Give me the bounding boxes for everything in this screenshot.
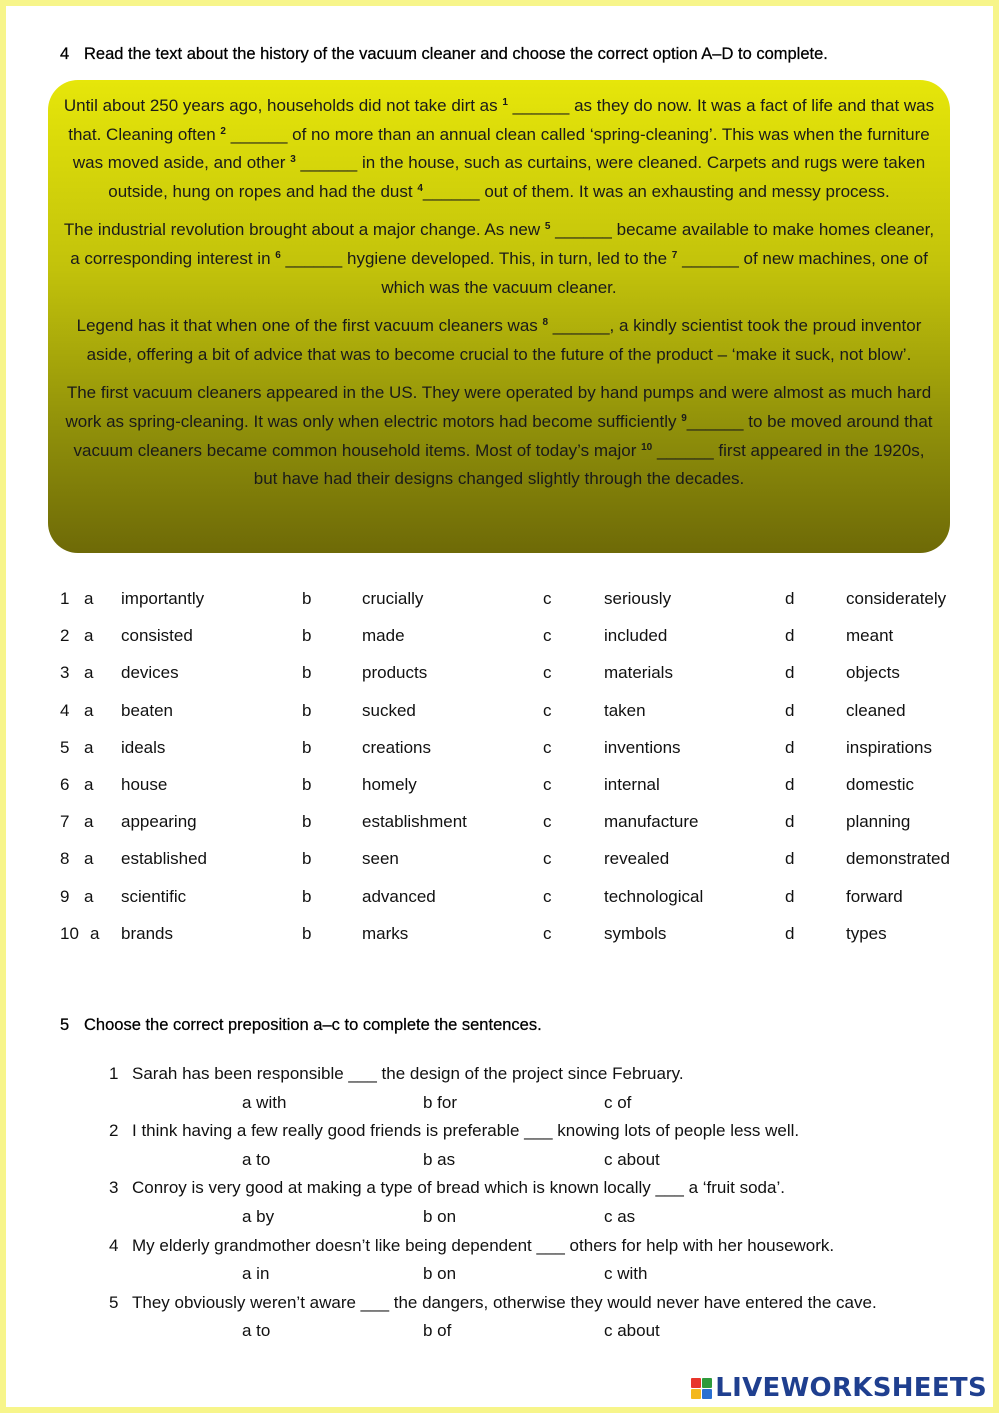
- option-row: [0, 697, 999, 734]
- option-letter-b: b: [302, 849, 312, 869]
- option-letter-d: d: [785, 812, 795, 832]
- option-c: revealed: [604, 849, 670, 869]
- option-number: 7: [60, 812, 70, 832]
- option-letter-d: d: [785, 700, 795, 720]
- option-letter-b: b: [302, 812, 312, 832]
- option-b: made: [362, 626, 405, 646]
- option-letter-d: d: [785, 589, 795, 608]
- option-number: 3: [60, 663, 70, 683]
- option-c: seriously: [604, 589, 672, 608]
- sentence-number: 1: [109, 1064, 119, 1083]
- logo-square: [702, 1378, 712, 1388]
- option-number: 10: [60, 923, 79, 943]
- option-number: 2: [60, 626, 70, 646]
- gap-number: 8: [542, 317, 549, 329]
- option-row: [0, 771, 999, 808]
- sentence-number: 4: [109, 1235, 119, 1255]
- gap-number: 3: [290, 154, 296, 166]
- exercise-5-heading: [60, 1016, 542, 1035]
- text-segment: Legend has it that when one of the first vacuum cleaners was: [76, 316, 543, 336]
- option-c: internal: [604, 774, 660, 794]
- choice-c: c about: [604, 1149, 660, 1169]
- logo-square: [691, 1378, 701, 1388]
- option-letter-a: a: [84, 812, 94, 832]
- option-b: advanced: [362, 886, 436, 906]
- option-d: domestic: [846, 774, 915, 794]
- logo-square: [691, 1389, 701, 1399]
- option-d: cleaned: [846, 700, 906, 720]
- choice-a: a by: [242, 1206, 275, 1226]
- text-segment: The first vacuum cleaners appeared in the US. They were operated by hand pumps and were almost as much hard work as spring-cleaning. It was only when electric motors had become sufficiently: [65, 383, 932, 431]
- brand-text: LIVEWORKSHEETS: [715, 1373, 987, 1403]
- option-row: [0, 585, 999, 622]
- option-letter-b: b: [302, 663, 312, 683]
- exercise-4-number: 4: [60, 45, 70, 63]
- preposition-sentences: [0, 1060, 999, 1346]
- option-c: included: [604, 626, 668, 646]
- text-segment: Until about 250 years ago, households did not take dirt as: [63, 96, 503, 115]
- exercise-4-instruction: Read the text about the history of the vacuum cleaner and choose the correct option A–D to complete.: [84, 45, 828, 63]
- option-letter-d: d: [785, 886, 795, 906]
- gap-number: 4: [417, 182, 423, 194]
- option-b: seen: [362, 849, 399, 869]
- option-letter-d: d: [785, 663, 795, 683]
- option-letter-a: a: [84, 886, 94, 906]
- gap-number: 9: [681, 412, 687, 424]
- sentence-choices: [0, 1203, 999, 1232]
- sentence-text: Conroy is very good at making a type of bread which is known locally ___ a ‘fruit soda’.: [132, 1178, 785, 1198]
- option-row: [0, 734, 999, 771]
- option-number: 8: [60, 849, 70, 869]
- option-letter-c: c: [543, 589, 552, 608]
- option-d: forward: [846, 886, 903, 906]
- exercise-5-number: 5: [60, 1016, 70, 1034]
- option-letter-a: a: [84, 774, 94, 794]
- option-c: symbols: [604, 923, 667, 943]
- choice-a: a in: [242, 1264, 270, 1284]
- sentence-text: My elderly grandmother doesn’t like being dependent ___ others for help with her housework.: [132, 1235, 835, 1255]
- option-letter-c: c: [543, 626, 552, 646]
- sentence-choices: [0, 1146, 999, 1175]
- text-segment: ______ of new machines, one of which was the vacuum cleaner.: [381, 248, 928, 297]
- text-segment: The industrial revolution brought about a major change. As new: [63, 220, 545, 240]
- option-number: 4: [60, 700, 70, 720]
- option-row: [0, 622, 999, 659]
- option-a: scientific: [121, 886, 187, 906]
- option-a: brands: [121, 923, 173, 943]
- sentence-choices: [0, 1260, 999, 1289]
- option-letter-a: a: [84, 663, 94, 683]
- option-letter-d: d: [785, 923, 795, 943]
- option-number: 9: [60, 886, 70, 906]
- option-letter-d: d: [785, 737, 795, 757]
- option-letter-c: c: [543, 923, 552, 943]
- choice-c: c of: [604, 1092, 632, 1112]
- sentence-choices: [0, 1317, 999, 1346]
- text-segment: ______ in the house, such as curtains, were cleaned. Carpets and rugs were taken outside, hung on ropes and had the dust: [108, 153, 926, 201]
- option-d: types: [846, 923, 887, 943]
- sentence-choices: [0, 1089, 999, 1118]
- option-letter-d: d: [785, 774, 795, 794]
- sentence-number: 5: [109, 1292, 119, 1312]
- option-letter-c: c: [543, 737, 552, 757]
- option-row: [0, 883, 999, 920]
- sentence-line: [0, 1117, 999, 1146]
- sentence-line: [0, 1060, 999, 1089]
- text-segment: ______ to be moved around that vacuum cleaners became common household items. Most of today’s major: [73, 411, 933, 460]
- option-b: establishment: [362, 812, 467, 832]
- option-letter-d: d: [785, 849, 795, 869]
- option-c: materials: [604, 663, 673, 683]
- option-letter-c: c: [543, 663, 552, 683]
- sentence-line: [0, 1232, 999, 1261]
- option-letter-b: b: [302, 737, 312, 757]
- choice-b: b as: [423, 1149, 456, 1169]
- option-a: importantly: [121, 589, 205, 608]
- gap-number: 7: [671, 249, 678, 261]
- option-number: 1: [60, 589, 70, 608]
- option-row: [0, 845, 999, 882]
- option-a: established: [121, 849, 208, 869]
- text-segment: ______ out of them. It was an exhausting and messy process.: [422, 181, 890, 201]
- reading-paragraph: [62, 216, 936, 302]
- gap-number: 10: [641, 441, 653, 453]
- reading-paragraph: [62, 379, 936, 493]
- sentence-line: [0, 1289, 999, 1318]
- option-row: [0, 920, 999, 957]
- option-letter-a: a: [84, 737, 94, 757]
- option-a: appearing: [121, 812, 197, 832]
- sentence-text: Sarah has been responsible ___ the design of the project since February.: [132, 1064, 684, 1083]
- option-letter-a: a: [84, 626, 94, 646]
- choice-b: b for: [423, 1092, 458, 1112]
- option-letter-c: c: [543, 700, 552, 720]
- liveworksheets-brand: [691, 1373, 987, 1403]
- option-letter-b: b: [302, 626, 312, 646]
- option-d: demonstrated: [846, 849, 950, 869]
- option-b: crucially: [362, 589, 424, 608]
- option-a: beaten: [121, 700, 173, 720]
- sentence-text: They obviously weren’t aware ___ the dangers, otherwise they would never have entered the cave.: [132, 1292, 877, 1312]
- exercise-4-heading: [60, 45, 828, 64]
- option-b: marks: [362, 923, 409, 943]
- option-c: inventions: [604, 737, 681, 757]
- option-a: devices: [121, 663, 179, 683]
- option-letter-b: b: [302, 589, 312, 608]
- choice-b: b of: [423, 1321, 452, 1341]
- reading-text-box: [48, 80, 950, 553]
- option-c: manufacture: [604, 812, 699, 832]
- text-segment: ______ became available to make homes cleaner, a corresponding interest in: [70, 220, 935, 268]
- option-b: sucked: [362, 700, 416, 720]
- choice-c: c with: [604, 1264, 648, 1284]
- gap-number: 6: [275, 249, 281, 261]
- option-letter-c: c: [543, 774, 552, 794]
- choice-a: a to: [242, 1149, 271, 1169]
- option-number: 5: [60, 737, 70, 757]
- reading-paragraph: [62, 312, 936, 369]
- option-c: technological: [604, 886, 704, 906]
- option-c: taken: [604, 700, 646, 720]
- gap-number: 1: [502, 97, 508, 108]
- text-segment: ______ hygiene developed. This, in turn, led to the: [280, 248, 672, 268]
- option-d: considerately: [846, 589, 947, 608]
- choice-c: c about: [604, 1321, 660, 1341]
- option-a: consisted: [121, 626, 193, 646]
- option-letter-a: a: [84, 849, 94, 869]
- option-letter-b: b: [302, 886, 312, 906]
- option-letter-b: b: [302, 923, 312, 943]
- choice-a: a with: [242, 1092, 287, 1112]
- text-segment: ______, a kindly scientist took the proud inventor aside, offering a bit of advice that was to become crucial to the future of the product – ‘make it suck, not blow’.: [86, 316, 922, 364]
- gap-number: 2: [220, 125, 226, 137]
- option-b: homely: [362, 774, 417, 794]
- choice-c: c as: [604, 1206, 636, 1226]
- text-segment: ______ of no more than an annual clean called ‘spring-cleaning’. This was when the furniture was moved aside, and other: [72, 124, 930, 173]
- choice-b: b on: [423, 1264, 457, 1284]
- text-segment: ______ as they do now. It was a fact of life and that was that. Cleaning often: [68, 96, 935, 144]
- option-letter-d: d: [785, 626, 795, 646]
- exercise-5-instruction: Choose the correct preposition a–c to complete the sentences.: [84, 1016, 542, 1034]
- option-letter-b: b: [302, 774, 312, 794]
- text-segment: ______ first appeared in the 1920s, but have had their designs changed slightly through the decades.: [253, 440, 925, 489]
- reading-paragraph: [62, 92, 936, 206]
- gap-number: 5: [544, 221, 551, 233]
- sentence-text: I think having a few really good friends is preferable ___ knowing lots of people less well.: [132, 1121, 800, 1141]
- liveworksheets-logo-icon: [691, 1378, 712, 1399]
- option-a: ideals: [121, 737, 166, 757]
- option-number: 6: [60, 774, 70, 794]
- sentence-number: 2: [109, 1121, 119, 1141]
- option-letter-c: c: [543, 886, 552, 906]
- sentence-line: [0, 1174, 999, 1203]
- choice-b: b on: [423, 1206, 457, 1226]
- sentence-number: 3: [109, 1178, 119, 1198]
- option-d: inspirations: [846, 737, 932, 757]
- option-row: [0, 808, 999, 845]
- option-a: house: [121, 774, 168, 794]
- option-letter-a: a: [84, 589, 94, 608]
- option-letter-a: a: [90, 923, 100, 943]
- option-letter-c: c: [543, 812, 552, 832]
- option-letter-a: a: [84, 700, 94, 720]
- options-table: [0, 585, 999, 957]
- option-d: meant: [846, 626, 894, 646]
- option-letter-b: b: [302, 700, 312, 720]
- option-d: objects: [846, 663, 900, 683]
- logo-square: [702, 1389, 712, 1399]
- choice-a: a to: [242, 1321, 271, 1341]
- option-d: planning: [846, 812, 911, 832]
- option-letter-c: c: [543, 849, 552, 869]
- option-b: products: [362, 663, 428, 683]
- option-row: [0, 659, 999, 696]
- option-b: creations: [362, 737, 431, 757]
